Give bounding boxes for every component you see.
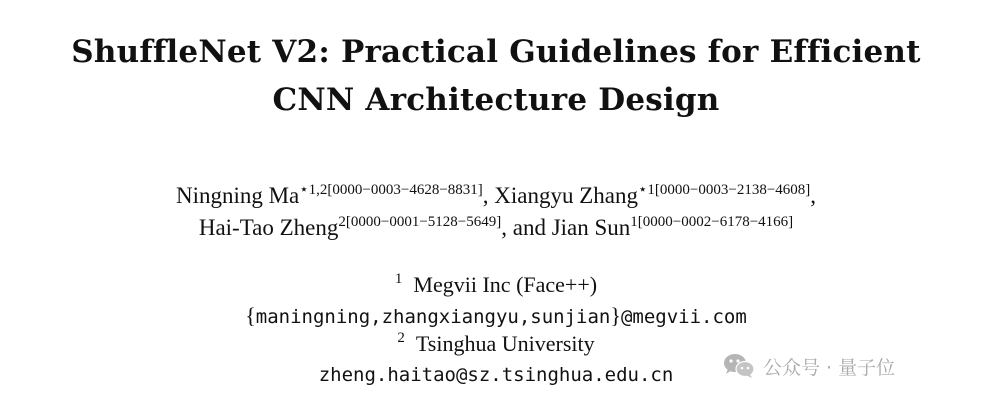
- orcid-id: [0000−0003−2138−4608]: [654, 182, 811, 198]
- orcid-id: [0000−0001−5128−5649]: [345, 214, 502, 230]
- paper-title-line-2: CNN Architecture Design: [272, 82, 720, 118]
- email-users: maningning,zhangxiangyu,sunjian: [255, 306, 611, 328]
- paper-title-line-1: ShuffleNet V2: Practical Guidelines for Efficient: [71, 34, 921, 70]
- author-name: Hai-Tao Zheng: [198, 215, 339, 240]
- affiliation-number: 1: [394, 271, 403, 287]
- author-affiliation-marker: ⋆1[0000−0003−2138−4608]: [638, 182, 811, 198]
- orcid-id: [0000−0002−6178−4166]: [637, 214, 794, 230]
- email-domain: @megvii.com: [620, 306, 747, 328]
- orcid-id: [0000−0003−4628−8831]: [327, 182, 483, 198]
- author-line-1: [0, 181, 992, 211]
- affiliation-name: Megvii Inc (Face++): [413, 272, 598, 297]
- author-affiliation-marker: ⋆1,2[0000−0003−4628−8831]: [299, 182, 483, 198]
- author-affiliation-marker: 2[0000−0001−5128−5649]: [338, 214, 502, 230]
- author-separator: ,: [810, 183, 817, 208]
- author-line-2: [0, 213, 992, 243]
- author-separator: , and: [501, 215, 552, 240]
- watermark-text: 公众号 · 量子位: [763, 356, 896, 379]
- author-name: Ningning Ma: [175, 183, 300, 208]
- author-affiliation-marker: 1[0000−0002−6178−4166]: [630, 214, 794, 230]
- affiliation-name: Tsinghua University: [415, 331, 595, 356]
- affiliation-2-email: zheng.haitao@sz.tsinghua.edu.cn: [318, 364, 674, 386]
- wechat-icon: [723, 352, 755, 380]
- email-brace-open: {: [245, 303, 256, 328]
- author-separator: ,: [482, 183, 495, 208]
- affiliation-1: [0, 271, 992, 299]
- affiliation-number: 2: [397, 330, 405, 346]
- author-name: Xiangyu Zhang: [494, 183, 639, 208]
- author-name: Jian Sun: [551, 215, 631, 240]
- email-brace-close: }: [610, 303, 621, 328]
- affiliation-1-email: [0, 302, 992, 331]
- watermark: [723, 348, 895, 384]
